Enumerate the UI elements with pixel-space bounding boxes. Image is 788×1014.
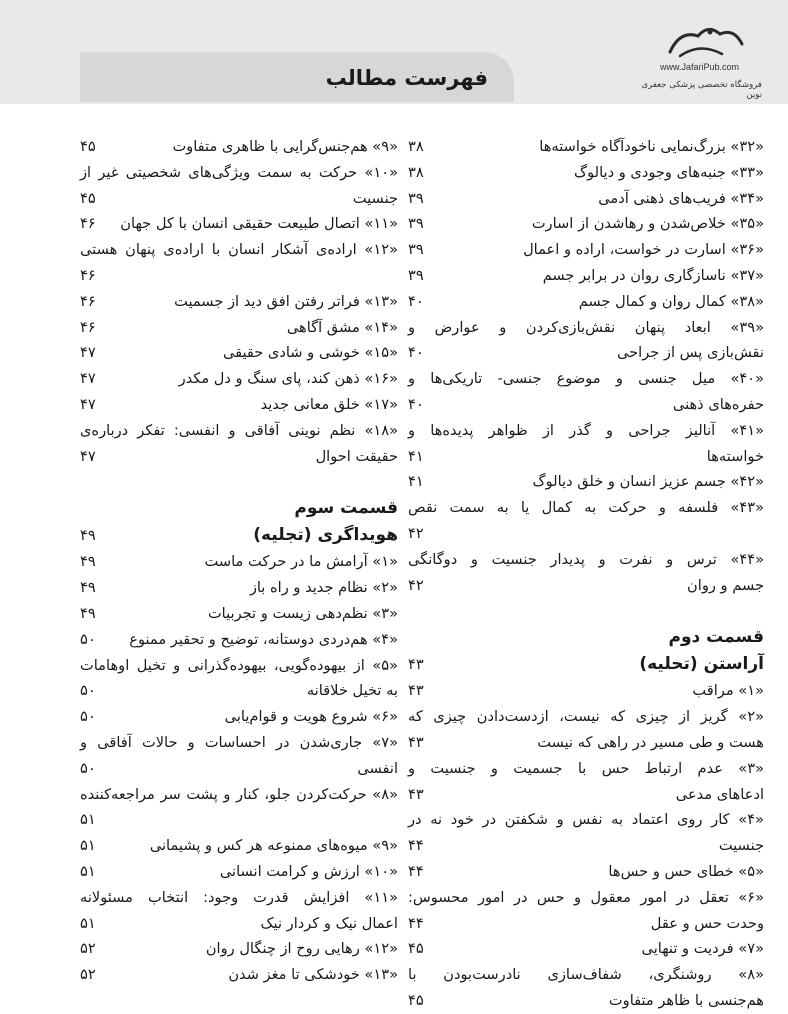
toc-entry: «۲» نظام جدید و راه باز ۴۹ [80, 579, 398, 597]
toc-entry-line: «۱۸» نظم نوینی آفاقی و انفسی: تفکر درباره‌ی [80, 421, 398, 439]
toc-entry: «۱» آرامش ما در حرکت ماست ۴۹ [80, 553, 398, 571]
toc-entry-line: «۴۳» فلسفه و حرکت به کمال یا به سمت نقص [408, 499, 764, 517]
toc-entry: «۱۵» خوشی و شادی حقیقی ۴۷ [80, 344, 398, 362]
toc-entry-line: «۳۹» ابعاد پنهان نقش‌بازی‌کردن و عوارض و [408, 318, 764, 336]
toc-entry-line: «۱۰» حرکت به سمت ویژگی‌های شخصیتی غیر از [80, 163, 398, 181]
toc-entry: «۵» خطای حس و حس‌ها ۴۴ [408, 862, 764, 880]
toc-entry: حفره‌های ذهنی ۴۰ [408, 395, 764, 413]
toc-entry: «۳۷» ناسازگاری روان در برابر جسم ۳۹ [408, 266, 764, 284]
toc-entry: «۳۴» فریب‌های ذهنی آدمی ۳۹ [408, 189, 764, 207]
toc-entry: «۹» میوه‌های ممنوعه هر کس و پشیمانی ۵۱ [80, 837, 398, 855]
toc-entry: «۷» فردیت و تنهایی ۴۵ [408, 940, 764, 958]
toc-entry: «۳۶» اسارت در خواست، اراده و اعمال ۳۹ [408, 241, 764, 259]
toc-entry-line: «۵» از بیهوده‌گویی، بیهوده‌گذرانی و تخیل اوهامات [80, 656, 398, 674]
toc-entry: «۴» هم‌دردی دوستانه، توضیح و تحقیر ممنوع ۵۰ [80, 630, 398, 648]
toc-entry: «۱۱» اتصال طبیعت حقیقی انسان با کل جهان ۴۶ [80, 215, 398, 233]
toc-entry: «۳۸» کمال روان و کمال جسم ۴۰ [408, 292, 764, 310]
toc-entry-line: «۴۴» ترس و نفرت و پدیدار جنسیت و دوگانگی [408, 550, 764, 568]
toc-entry: «۱۲» رهایی روح از چنگال روان ۵۲ [80, 940, 398, 958]
publisher-subtitle: فروشگاه تخصصی پزشکی جعفری نوین [641, 80, 762, 100]
toc-left-column [80, 134, 398, 988]
toc-entry: «۶» شروع هویت و قوام‌یابی ۵۰ [80, 708, 398, 726]
toc-entry: جنسیت ۴۴ [408, 837, 764, 855]
toc-entry: «۳۵» خلاص‌شدن و رهاشدن از اسارت ۳۹ [408, 215, 764, 233]
toc-page-number: ۴۲ [408, 524, 424, 542]
toc-entry: وحدت حس و عقل ۴۴ [408, 914, 764, 932]
toc-entry: «۱۰» ارزش و کرامت انسانی ۵۱ [80, 862, 398, 880]
toc-entry-line: «۴۰» میل جنسی و موضوع جنسی- تاریکی‌ها و [408, 370, 764, 388]
toc-entry: اعمال نیک و کردار نیک ۵۱ [80, 914, 398, 932]
toc-entry: «۹» هم‌جنس‌گرایی با ظاهری متفاوت ۴۵ [80, 138, 398, 155]
toc-entry: «۴۲» جسم عزیز انسان و خلق دیالوگ ۴۱ [408, 473, 764, 491]
section-heading: هویداگری (تجلیه) ۴۹ [80, 525, 398, 546]
section-heading: آراستن (تحلیه) ۴۳ [408, 654, 764, 675]
toc-entry: ادعاهای مدعی ۴۳ [408, 785, 764, 803]
toc-entry-line: «۷» جاری‌شدن در احساسات و حالات آفاقی و [80, 733, 398, 751]
toc-entry: «۳» نظم‌دهی زیست و تجربیات ۴۹ [80, 604, 398, 622]
toc-entry: جسم و روان ۴۲ [408, 576, 764, 594]
toc-entry: جنسیت ۴۵ [80, 189, 398, 207]
toc-entry: انفسی ۵۰ [80, 759, 398, 777]
toc-entry: «۱۴» مشق آگاهی ۴۶ [80, 318, 398, 336]
toc-entry: نقش‌بازی پس از جراحی ۴۰ [408, 344, 764, 362]
section-title: قسمت دوم [668, 627, 764, 648]
toc-entry: «۱۳» خودشکی تا مغز شدن ۵۲ [80, 966, 398, 984]
page-title: فهرست مطالب [325, 66, 488, 90]
section-title: قسمت سوم [294, 498, 398, 519]
toc-entry: خواسته‌ها ۴۱ [408, 447, 764, 465]
toc-entry: «۱۷» خلق معانی جدید ۴۷ [80, 395, 398, 413]
toc-entry: به تخیل خلاقانه ۵۰ [80, 682, 398, 700]
toc-entry-line: «۳» عدم ارتباط حس با جسمیت و جنسیت و [408, 759, 764, 777]
toc-entry: «۱» مراقب ۴۳ [408, 682, 764, 700]
toc-entry-line: «۱۲» اراده‌ی آشکار انسان با اراده‌ی پنهان هستی [80, 241, 398, 259]
toc-entry: «۱۳» فراتر رفتن افق دید از جسمیت ۴۶ [80, 292, 398, 310]
toc-page-number: ۴۶ [80, 266, 96, 284]
toc-entry-line: «۶» تعقل در امور معقول و حس در امور محسوس: [408, 888, 764, 906]
toc-entry: «۳۳» جنبه‌های وجودی و دیالوگ ۳۸ [408, 163, 764, 181]
toc-entry: «۱۶» ذهن کند، پای سنگ و دل مکدر ۴۷ [80, 370, 398, 388]
toc-entry-line: «۸» حرکت‌کردن جلو، کنار و پشت سر مراجعه‌کننده [80, 785, 398, 803]
toc-entry-line: «۱۱» افزایش قدرت وجود: انتخاب مسئولانه [80, 888, 398, 906]
toc-entry: هم‌جنسی با ظاهر متفاوت ۴۵ [408, 991, 764, 1009]
toc-entry: «۳۲» بزرگ‌نمایی ناخودآگاه خواسته‌ها ۳۸ [408, 138, 764, 155]
toc-entry-line: «۸» روشنگری، شفاف‌سازی نادرست‌بودن با [408, 966, 764, 984]
publisher-url: www.JafariPub.com [660, 62, 740, 72]
toc-entry-line: «۴۱» آنالیز جراحی و گذر از ظواهر پدیده‌ها و [408, 421, 764, 439]
toc-entry: حقیقت احوال ۴۷ [80, 447, 398, 465]
toc-page-number: ۵۱ [80, 811, 96, 829]
toc-entry-line: «۴» کار روی اعتماد به نفس و شکفتن در خود نه در [408, 811, 764, 829]
toc-entry-line: «۲» گریز از چیزی که نیست، ازدست‌دادن چیزی که [408, 708, 764, 726]
toc-entry: هست و طی مسیر در راهی که نیست ۴۳ [408, 733, 764, 751]
toc-right-column [408, 134, 764, 1014]
